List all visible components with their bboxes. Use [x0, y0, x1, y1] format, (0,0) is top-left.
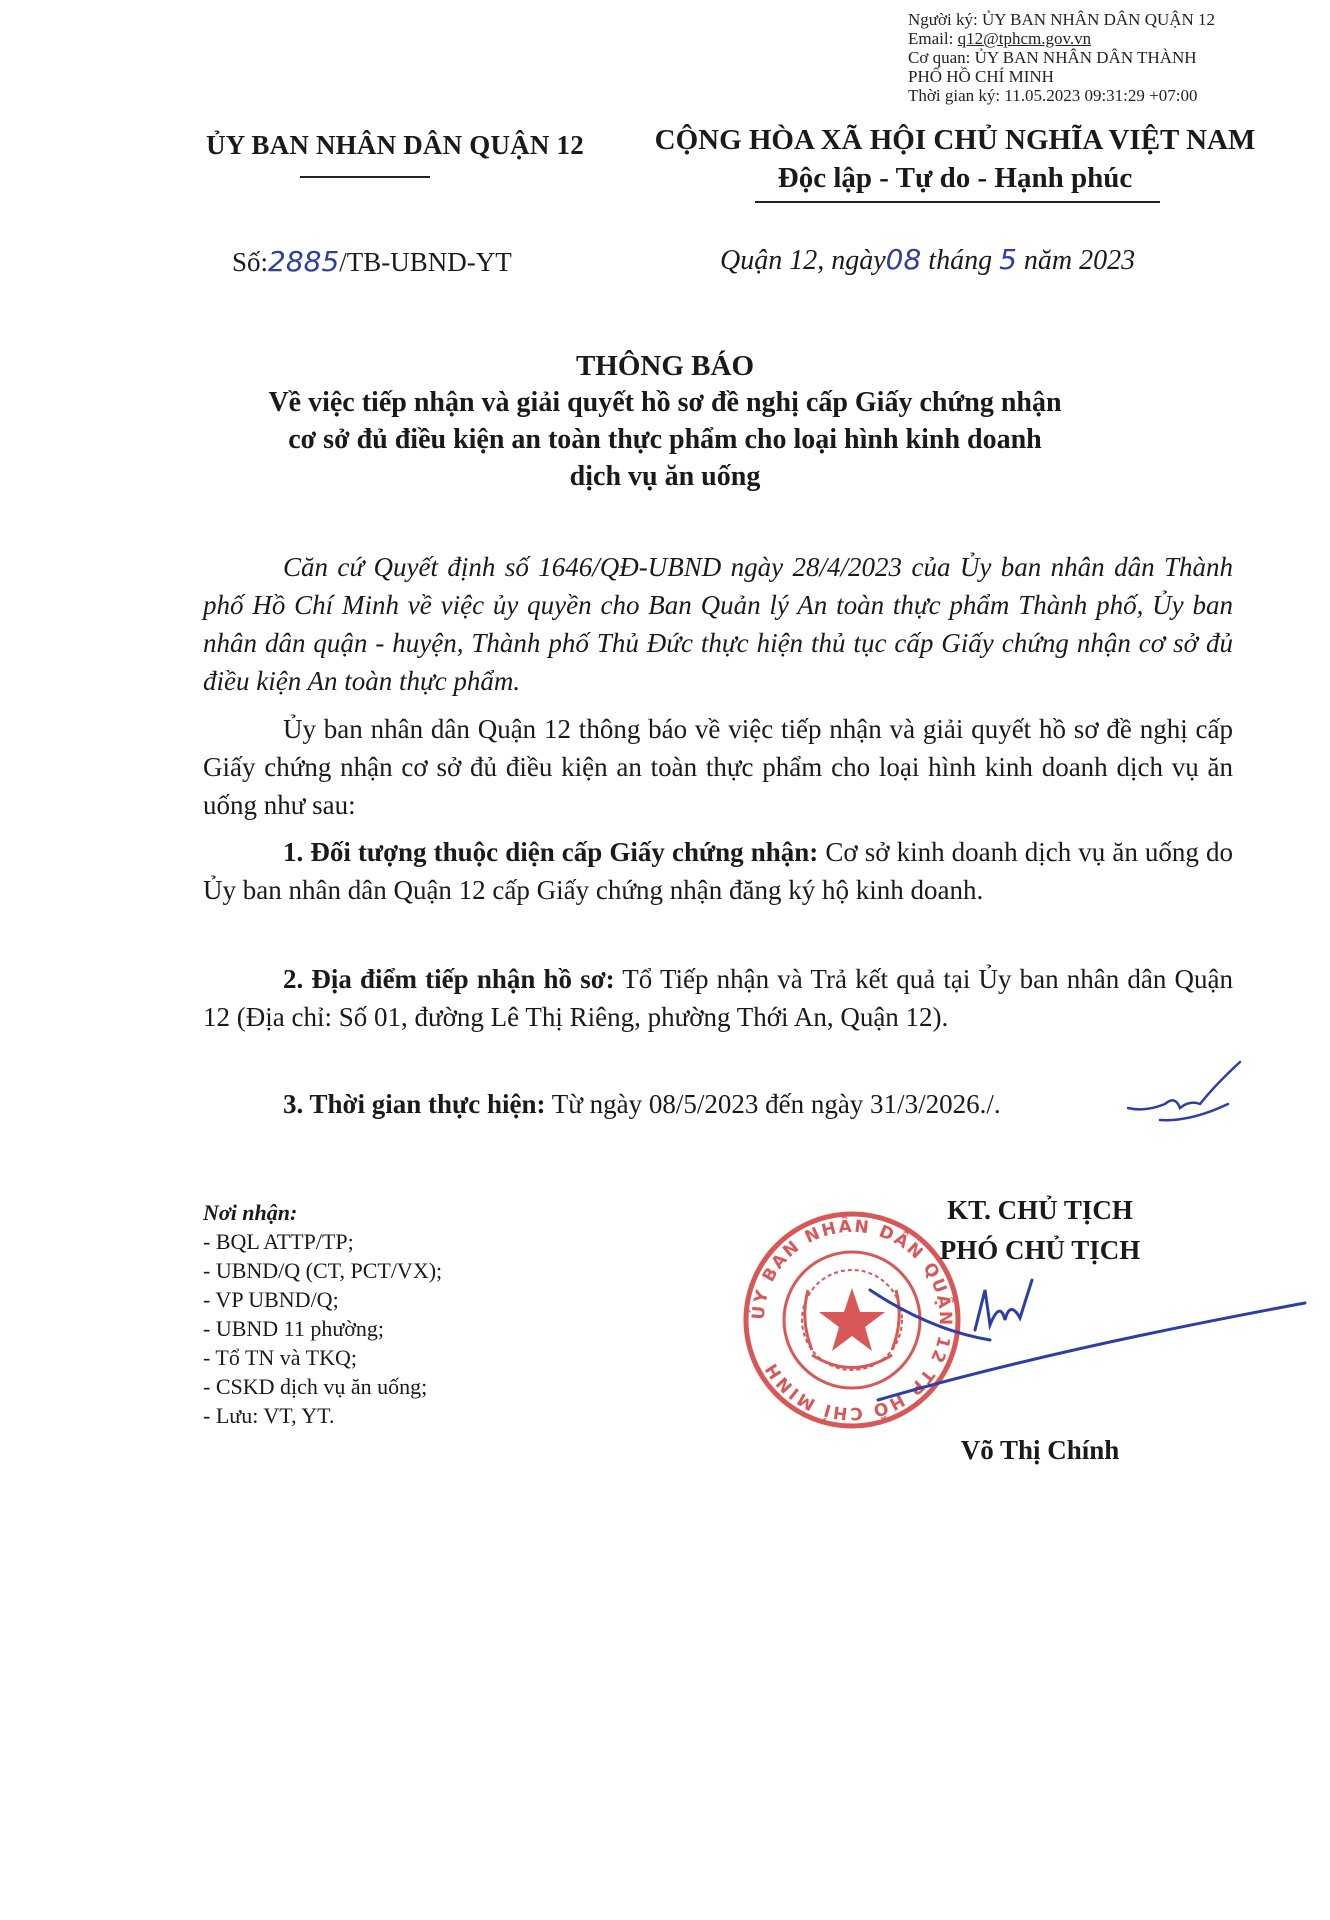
handwritten-number: 2885 — [268, 245, 340, 278]
recipient-item: - Tổ TN và TKQ; — [203, 1345, 357, 1370]
agency-line: Cơ quan: ỦY BAN NHÂN DÂN THÀNH — [908, 48, 1197, 67]
recipient-item: - Lưu: VT, YT. — [203, 1403, 335, 1428]
signer-block — [820, 1190, 1260, 1270]
document-date: Quận 12, ngày08 tháng 5 năm 2023 — [720, 243, 1136, 276]
agency-line-2: PHỐ HỒ CHÍ MINH — [908, 67, 1054, 86]
signer-name: Võ Thị Chính — [960, 1435, 1120, 1465]
handwritten-day: 08 — [885, 243, 922, 276]
signer-line: Người ký: ỦY BAN NHÂN DÂN QUẬN 12 — [908, 10, 1216, 29]
item-2-paragraph: 2. Địa điểm tiếp nhận hồ sơ: Tổ Tiếp nhận và Trả kết quả tại Ủy ban nhân dân Quận 12 (Địa chỉ: Số 01, đường Lê Thị Riêng, phường Thới An, Quận 12). — [203, 964, 1233, 1032]
recipients-title: Nơi nhận: — [203, 1200, 298, 1225]
email-line: Email: q12@tphcm.gov.vn — [908, 29, 1092, 48]
recipient-item: - VP UBND/Q; — [203, 1287, 339, 1312]
item-1-paragraph: 1. Đối tượng thuộc diện cấp Giấy chứng nhận: Cơ sở kinh doanh dịch vụ ăn uống do Ủy ban nhân dân Quận 12 cấp Giấy chứng nhận đăng ký hộ kinh doanh. — [203, 837, 1233, 905]
handwritten-month: 5 — [999, 243, 1017, 276]
recipient-item: - UBND 11 phường; — [203, 1316, 385, 1341]
document-subject-line-3: dịch vụ ăn uống — [569, 461, 761, 492]
intro-paragraph: Ủy ban nhân dân Quận 12 thông báo về việc tiếp nhận và giải quyết hồ sơ đề nghị cấp Giấy chứng nhận cơ sở đủ điều kiện an toàn thực phẩm cho loại hình kinh doanh dịch vụ ăn uống như sau: — [203, 714, 1233, 820]
national-motto: Độc lập - Tự do - Hạnh phúc — [777, 162, 1133, 194]
document-subject-line-1: Về việc tiếp nhận và giải quyết hồ sơ đề nghị cấp Giấy chứng nhận — [268, 387, 1062, 418]
signer-role-2: PHÓ CHỦ TỊCH — [939, 1235, 1141, 1265]
legal-basis-paragraph: Căn cứ Quyết định số 1646/QĐ-UBND ngày 28/4/2023 của Ủy ban nhân dân Thành phố Hồ Chí Minh về việc ủy quyền cho Ban Quản lý An toàn thực phẩm Thành phố, Ủy ban nhân dân quận - huyện, Thành phố Thủ Đức thực hiện thủ tục cấp Giấy chứng nhận cơ sở đủ điều kiện An toàn thực phẩm. — [203, 552, 1233, 696]
item-3-paragraph: 3. Thời gian thực hiện: Từ ngày 08/5/2023 đến ngày 31/3/2026./. — [283, 1089, 1001, 1119]
document-title: THÔNG BÁO — [575, 350, 755, 382]
initial-signature-icon — [1128, 1062, 1240, 1120]
email-value: q12@tphcm.gov.vn — [957, 29, 1092, 48]
issuing-organization: ỦY BAN NHÂN DÂN QUẬN 12 — [206, 130, 584, 160]
recipient-item: - BQL ATTP/TP; — [203, 1229, 354, 1254]
national-title: CỘNG HÒA XÃ HỘI CHỦ NGHĨA VIỆT NAM — [654, 124, 1256, 156]
recipient-item: - UBND/Q (CT, PCT/VX); — [203, 1258, 443, 1283]
signer-role-1: KT. CHỦ TỊCH — [947, 1195, 1133, 1225]
document-subject-line-2: cơ sở đủ điều kiện an toàn thực phẩm cho loại hình kinh doanh — [288, 424, 1042, 455]
time-line: Thời gian ký: 11.05.2023 09:31:29 +07:00 — [908, 86, 1198, 105]
seal-text: ỦY BAN NHÂN DÂN QUẬN 12 TP HỒ CHÍ MINH — [748, 1216, 956, 1424]
document-number: Số:2885/TB-UBND-YT — [232, 245, 512, 278]
recipient-item: - CSKD dịch vụ ăn uống; — [203, 1374, 428, 1399]
